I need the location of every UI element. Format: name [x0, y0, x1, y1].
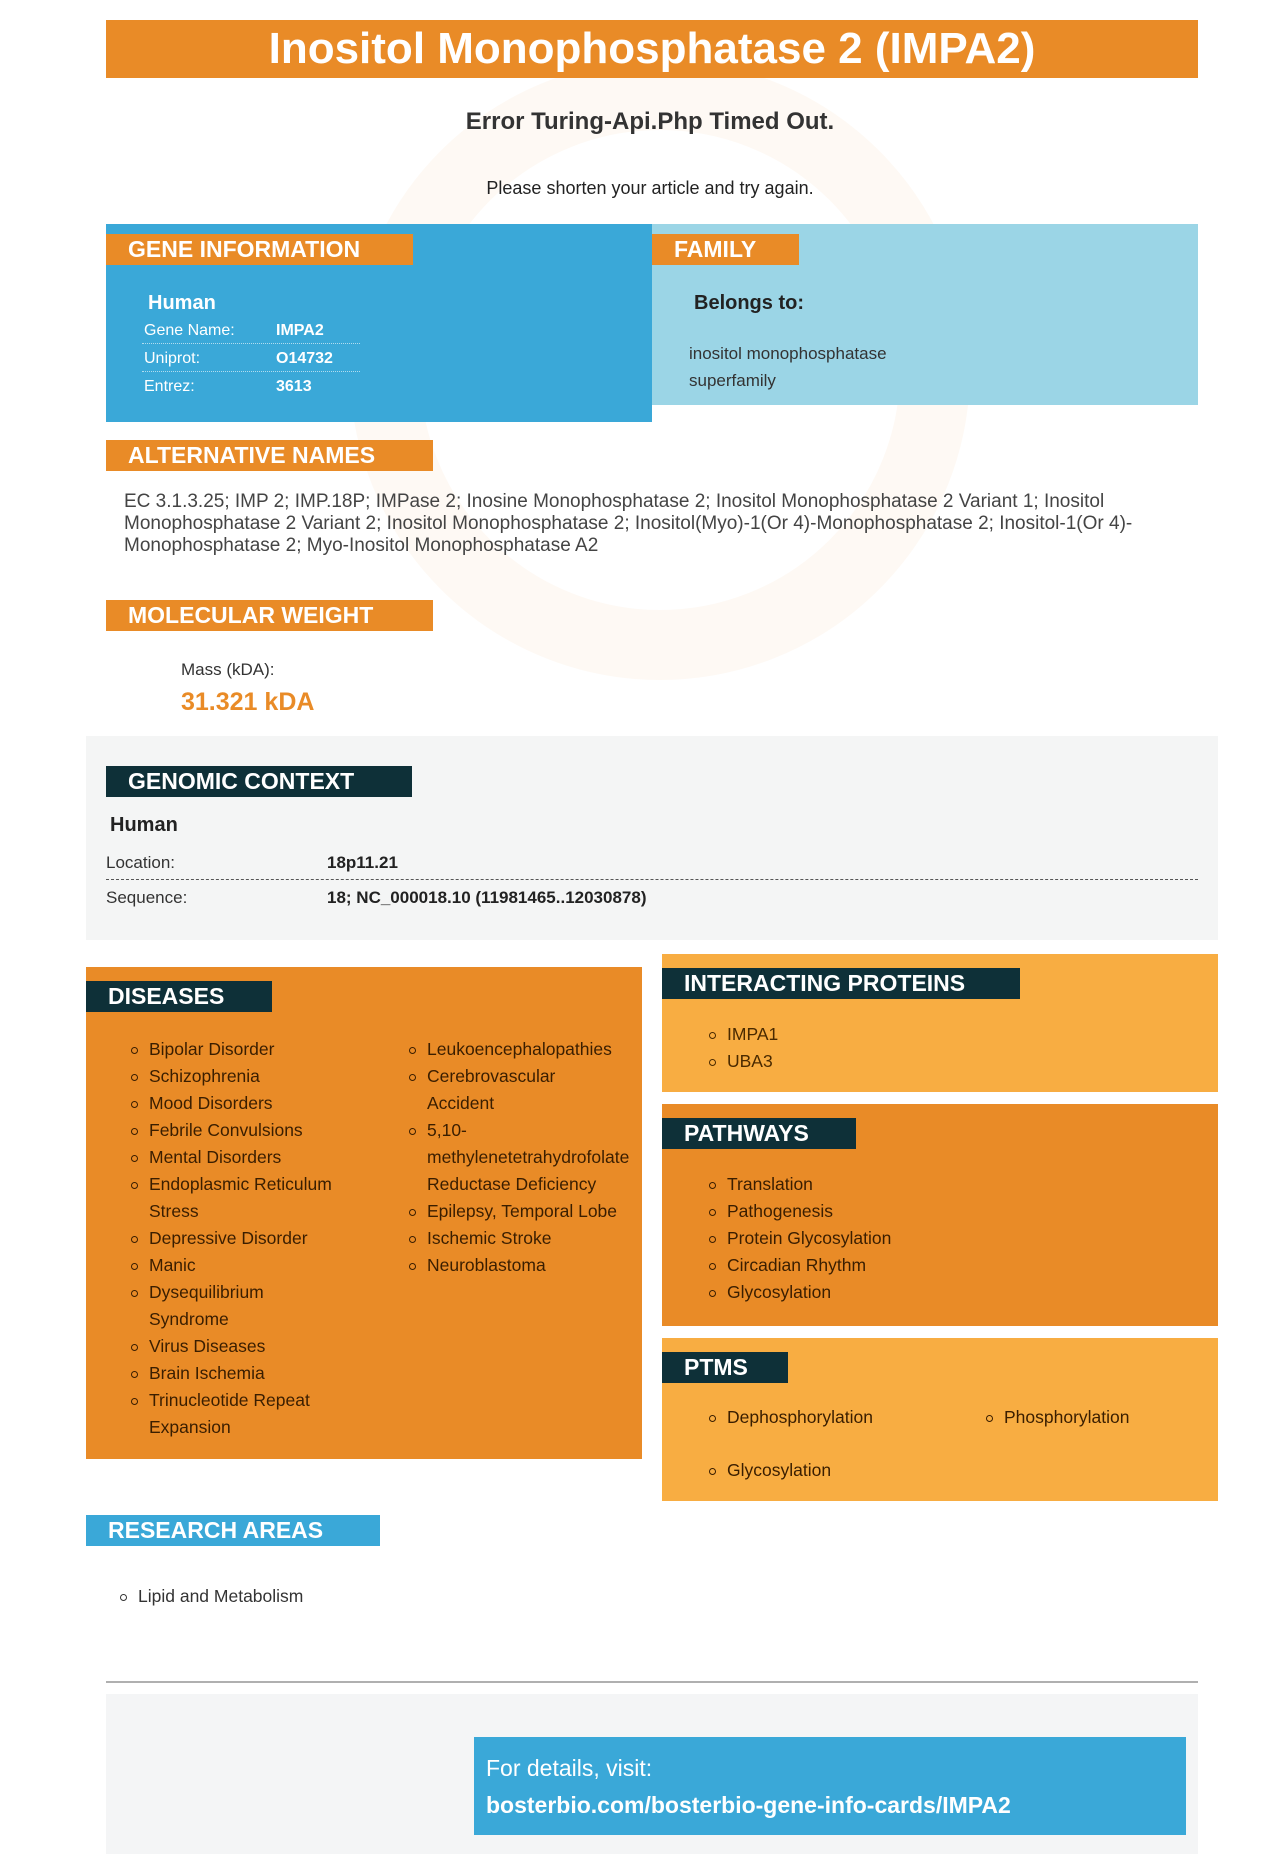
genomic-context-heading: GENOMIC CONTEXT: [106, 766, 412, 797]
footer-divider: [106, 1681, 1198, 1683]
list-item: Glycosylation: [707, 1457, 873, 1484]
research-areas-heading: RESEARCH AREAS: [86, 1515, 380, 1546]
list-item: Phosphorylation: [984, 1404, 1130, 1431]
location-value: 18p11.21: [327, 853, 398, 872]
family-value: inositol monophosphatase superfamily: [689, 344, 887, 390]
gene-row-value: IMPA2: [276, 322, 324, 339]
list-item: Schizophrenia: [129, 1063, 339, 1090]
molecular-weight-heading: MOLECULAR WEIGHT: [106, 600, 433, 631]
sequence-value: 18; NC_000018.10 (11981465..12030878): [327, 888, 647, 907]
error-heading: Error Turing-Api.Php Timed Out.: [465, 108, 835, 135]
gene-information-heading: GENE INFORMATION: [106, 234, 413, 265]
list-item: Dephosphorylation: [707, 1404, 873, 1431]
sequence-row: [106, 881, 1198, 915]
list-item: IMPA1: [707, 1021, 778, 1048]
mass-label: Mass (kDA):: [181, 660, 275, 679]
belongs-to-label: Belongs to:: [694, 292, 804, 314]
list-item: Cerebrovascular Accident: [407, 1063, 567, 1117]
list-item: Mood Disorders: [129, 1090, 339, 1117]
alternative-names-heading: ALTERNATIVE NAMES: [106, 440, 433, 471]
diseases-heading: DISEASES: [86, 981, 272, 1012]
list-item: Epilepsy, Temporal Lobe: [407, 1198, 639, 1225]
gene-row-name: [142, 317, 360, 344]
location-row: [106, 846, 1198, 880]
gene-row-entrez: [142, 373, 360, 400]
list-item: Circadian Rhythm: [707, 1252, 891, 1279]
error-message: Please shorten your article and try again.: [486, 178, 814, 198]
interacting-proteins-list: [707, 1021, 778, 1075]
diseases-list-column-1: [129, 1036, 339, 1441]
list-item: Endoplasmic Reticulum Stress: [129, 1171, 339, 1225]
sequence-label: Sequence:: [106, 888, 188, 907]
genomic-species: Human: [110, 814, 178, 836]
diseases-list-column-2: [407, 1036, 639, 1279]
ptms-heading: PTMS: [662, 1352, 788, 1383]
family-heading: FAMILY: [652, 234, 799, 265]
details-visit-label: For details, visit:: [486, 1755, 653, 1781]
pathways-list: [707, 1171, 891, 1306]
location-label: Location:: [106, 853, 175, 872]
list-item: Depressive Disorder: [129, 1225, 339, 1252]
list-item: Bipolar Disorder: [129, 1036, 339, 1063]
ptms-list-column-2: [984, 1404, 1130, 1431]
list-item: Leukoencephalopathies: [407, 1036, 639, 1063]
list-item: Pathogenesis: [707, 1198, 891, 1225]
list-item: Trinucleotide Repeat Expansion: [129, 1387, 339, 1441]
ptms-list-column-1: [707, 1404, 873, 1484]
list-item: Ischemic Stroke: [407, 1225, 639, 1252]
gene-row-label: Uniprot:: [144, 350, 201, 367]
list-item: 5,10-methylenetetrahydrofolate Reductase Deficiency: [407, 1117, 639, 1198]
list-item: Manic: [129, 1252, 339, 1279]
details-link[interactable]: bosterbio.com/bosterbio-gene-info-cards/IMPA2: [486, 1792, 1011, 1818]
list-item: Translation: [707, 1171, 891, 1198]
list-item: UBA3: [707, 1048, 778, 1075]
details-card[interactable]: [474, 1737, 1186, 1835]
list-item: Lipid and Metabolism: [118, 1583, 303, 1610]
gene-row-value: O14732: [276, 350, 333, 367]
list-item: Brain Ischemia: [129, 1360, 339, 1387]
gene-row-value: 3613: [276, 378, 312, 395]
gene-species: Human: [148, 292, 216, 314]
list-item: Virus Diseases: [129, 1333, 339, 1360]
list-item: Neuroblastoma: [407, 1252, 639, 1279]
research-areas-list: [118, 1583, 303, 1610]
mass-value: 31.321 kDA: [181, 688, 315, 716]
pathways-heading: PATHWAYS: [662, 1118, 856, 1149]
gene-row-uniprot: [142, 345, 360, 372]
interacting-proteins-heading: INTERACTING PROTEINS: [662, 968, 1020, 999]
alternative-names-text: EC 3.1.3.25; IMP 2; IMP.18P; IMPase 2; Inosine Monophosphatase 2; Inositol Monophosphatase 2 Variant 1; Inositol Monophosphatase 2 Variant 2; Inositol Monophosphatase 2; Inositol(Myo)-1(Or 4)-Monophosphatase 2; Inositol-1(Or 4)-Monophosphatase 2; Myo-Inositol Monophosphatase A2: [124, 491, 1133, 556]
list-item: Protein Glycosylation: [707, 1225, 891, 1252]
gene-row-label: Entrez:: [144, 378, 195, 395]
list-item: Dysequilibrium Syndrome: [129, 1279, 339, 1333]
list-item: Mental Disorders: [129, 1144, 339, 1171]
list-item: Glycosylation: [707, 1279, 891, 1306]
gene-row-label: Gene Name:: [144, 322, 235, 339]
page-title: Inositol Monophosphatase 2 (IMPA2): [106, 20, 1198, 78]
list-item: Febrile Convulsions: [129, 1117, 339, 1144]
